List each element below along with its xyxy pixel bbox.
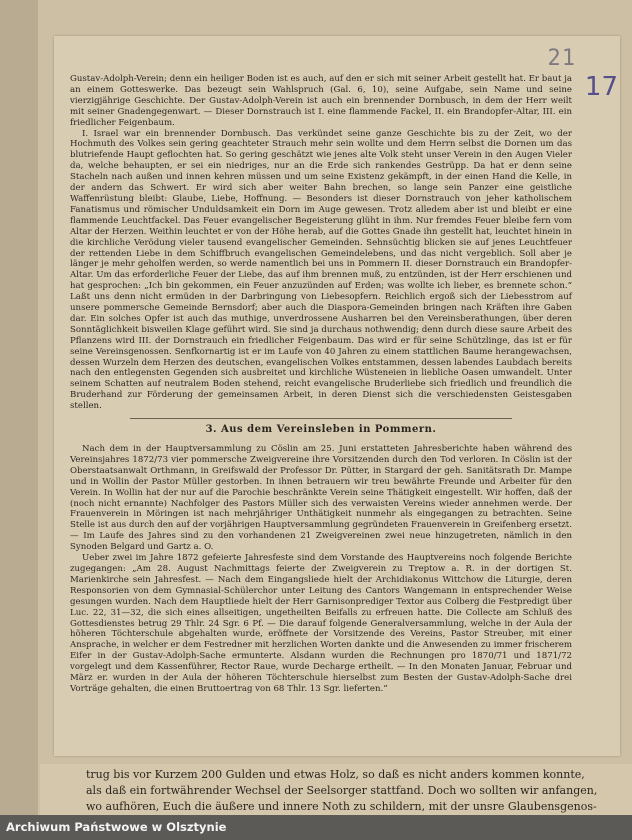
section-paragraph-2: Ueber zwei im Jahre 1872 gefeierte Jahresfeste sind dem Vorstande des Hauptvereins noch folgende Berichte zugegangen: „Am 28. August Nachmittags feierte der Zweigverein zu Treptow a. R. in der dortigen St. Marienkirche sein Jahresfest. — Nach dem Eingangsliede hielt der Archidiakonus Wittchow die Liturgie, deren Responsorien von dem Gymnasial-Schülerchor unter Leitung des Cantors Wangemann in entsprechender Weise gesungen wurden. Nach dem Hauptliede hielt der Herr Garnisonprediger Textor aus Colberg die Festpredigt über Luc. 22, 31—32, die sich eines allseitigen, ungetheilten Beifalls zu erfreuen hatte. Die Collecte am Schluß des Gottesdienstes betrug 29 Thlr. 24 Sgr. 6 Pf. — Die darauf folgende Generalversammlung, welche in der Aula der höheren Töchterschule abgehalten wurde, eröffnete der Vorsitzende des Vereins, Pastor Streuber, mit einer Ansprache, in welcher er dem Festredner mit herzlichen Worten dankte und die Anwesenden zu immer frischerem Eifer in der Gustav-Adolph-Sache ermunterte. Alsdann wurden die Rechnungen pro 1870/71 und 1871/72 vorgelegt und dem Kassenführer, Rector Raue, wurde Decharge ertheilt. — In den Monaten Januar, Februar und März er. wurden in der Aula der höheren Töchterschule hierselbst zum Besten der Gustav-Adolph-Sache drei Vorträge gehalten, die einen Bruttoertrag von 68 Thlr. 13 Sgr. lieferten.“ — [70, 553, 572, 694]
underlying-page-strip — [40, 764, 632, 815]
section-paragraph-1: Nach dem in der Hauptversammlung zu Cöslin am 25. Juni erstatteten Jahresberichte haben während des Vereinsjahres 1872/73 vier pommersche Zweigvereine ihre Vorsitzenden durch den Tod verloren. In Cöslin ist der Oberstaatsanwalt Orthmann, in Greifswald der Professor Dr. Pütter, in Stargard der geh. Sanitätsrath Dr. Mampe und in Wollin der Pastor Müller gestorben. In ihnen betrauern wir treu bewährte Freunde und Arbeiter für den Verein. In Wollin hat der nur auf die Parochie beschränkte Verein seine Thätigkeit eingestellt. Wir hoffen, daß der (noch nicht ernannte) Nachfolger des Pastors Müller sich des verwaisten Vereins wieder annehmen werde. Der Frauenverein in Möringen ist nach mehrjähriger Unthätigkeit nunmehr als eingegangen zu betrachten. Seine Stelle ist aus durch den auf der vorjährigen Hauptversammlung gegründeten Frauenverein in Greifenberg ersetzt. — Im Laufe des Jahres sind zu den vorhandenen 21 Zweigvereinen zwei neue hinzugetreten, nämlich in den Synoden Belgard und Gartz a. O. — [70, 444, 572, 553]
section-title: 3. Aus dem Vereinsleben in Pommern. — [205, 424, 437, 436]
folio-mark: 17 — [584, 72, 618, 102]
page-number: 21 — [547, 46, 576, 71]
main-paragraph: I. Israel war ein brennender Dornbusch. Das verkündet seine ganze Geschichte bis zu der Zeit, wo der Hochmuth des Volkes sein gering geachteter Strauch mehr sein wollte und dem Herrn selbst die Dornen um das blutriefende Haupt geflochten hat. So gering geschätzt wie jenes alte Volk steht unser Verein in den Augen Vieler da, welche behaupten, er sei ein niedriges, nur an die Erde sich rankendes Gestrüpp. Da hat er denn seine Stacheln nach außen und innen kehren müssen und um seine Existenz gekämpft, in der einen Hand die Kelle, in der andern das Schwert. Er wird sich aber weiter Bahn brechen, so lange sein Panzer eine geistliche Waffenrüstung bleibt: Glaube, Liebe, Hoffnung. — Besonders ist dieser Dornstrauch von jeher katholischem Fanatismus und römischer Unduldsamkeit ein Dorn im Auge gewesen. Trotz alledem aber ist und bleibt er eine flammende Leuchtfackel. Das Feuer evangelischer Begeisterung glüht in ihm. Nur fremdes Feuer bleibe fern vom Altar der Herzen. Weithin leuchtet er von der Höhe herab, auf die Gottes Gnade ihn gestellt hat, leuchtet hinein in die kirchliche Verödung vieler tausend evangelischer Gemeinden. Sehnsüchtig blicken sie auf jenes Leuchtfeuer der rettenden Liebe in dem Schiffbruch evangelischen Gemeindelebens, und das nicht vergeblich. Soll aber je länger je mehr geholfen werden, so werde namentlich bei uns in Pommern II. dieser Dornstrauch ein Brandopfer-Altar. Um das erforderliche Feuer der Liebe, das auf ihm brennen muß, zu entzünden, ist der Herr erschienen und hat gesprochen: „Ich bin gekommen, ein Feuer anzuzünden auf Erden; was wollte ich lieber, es brennete schon.“ Laßt uns denn nicht ermüden in der Darbringung von Liebesopfern. Reichlich ergoß sich der Liebesstrom auf unsere pommersche Gemeinde Bernsdorf; aber auch die Diaspora-Gemeinden bringen nach Kräften ihre Gaben dar. Ein solches Opfer ist auch das muthige, unverdrossene Ausharren bei den Vereinsberathungen, über deren Sonntäglichkeit bisweilen Klage geführt wird. Sie sind ja durchaus nothwendig; denn durch diese saure Arbeit des Pflanzens wird III. der Dornstrauch ein friedlicher Feigenbaum. Das wird er für seine Schützlinge, das ist er für seine Vereinsgenossen. Senfkornartig ist er im Laufe von 40 Jahren zu einem stattlichen Baume herangewachsen, dessen Wurzeln dem Herzen des deutschen, evangelischen Volkes entstammen, dessen labendes Laubdach bereits nach den entlegensten Gegenden sich ausbreitet und kirchliche Wüsteneien in liebliche Oasen umwandelt. Unter seinem Schatten auf neutralem Boden stehend, reicht evangelische Bruderliebe sich friedlich und freundlich die Bruderhand zur Förderung der gemeinsamen Arbeit, in deren Dienst sich die verschiedensten Geistesgaben stellen. — [70, 128, 572, 412]
archive-footer — [0, 815, 632, 840]
section-divider — [130, 418, 512, 419]
archive-name: Archiwum Państwowe w Olsztynie — [6, 820, 227, 834]
continuation-paragraph: Gustav-Adolph-Verein; denn ein heiliger Boden ist es auch, auf den er sich mit seiner Arbeit gestellt hat. Er baut ja an einem Gotteswerke. Das bezeugt sein Wahlspruch (Gal. 6, 10), seine Aufgabe, sein Name und seine vierzigjährige Geschichte. Der Gustav-Adolph-Verein ist auch ein brennender Dornbusch, in dem der Herr weilt mit seiner Gnadengegenwart. — Dieser Dornstrauch ist I. eine flammende Fackel, II. ein Brandopfer-Altar, III. ein friedlicher Feigenbaum. — [70, 74, 572, 128]
article-body — [70, 74, 572, 695]
underlying-line-1: trug bis vor Kurzem 200 Gulden und etwas Holz, so daß es nicht anders kommen konnte, — [86, 768, 585, 781]
underlying-line-2: als daß ein fortwährender Wechsel der Seelsorger stattfand. Doch wo sollten wir anfangen, — [86, 784, 598, 797]
underlying-line-3: wo aufhören, Euch die äußere und innere Noth zu schildern, mit der unsre Glaubensgenos- — [86, 800, 597, 813]
